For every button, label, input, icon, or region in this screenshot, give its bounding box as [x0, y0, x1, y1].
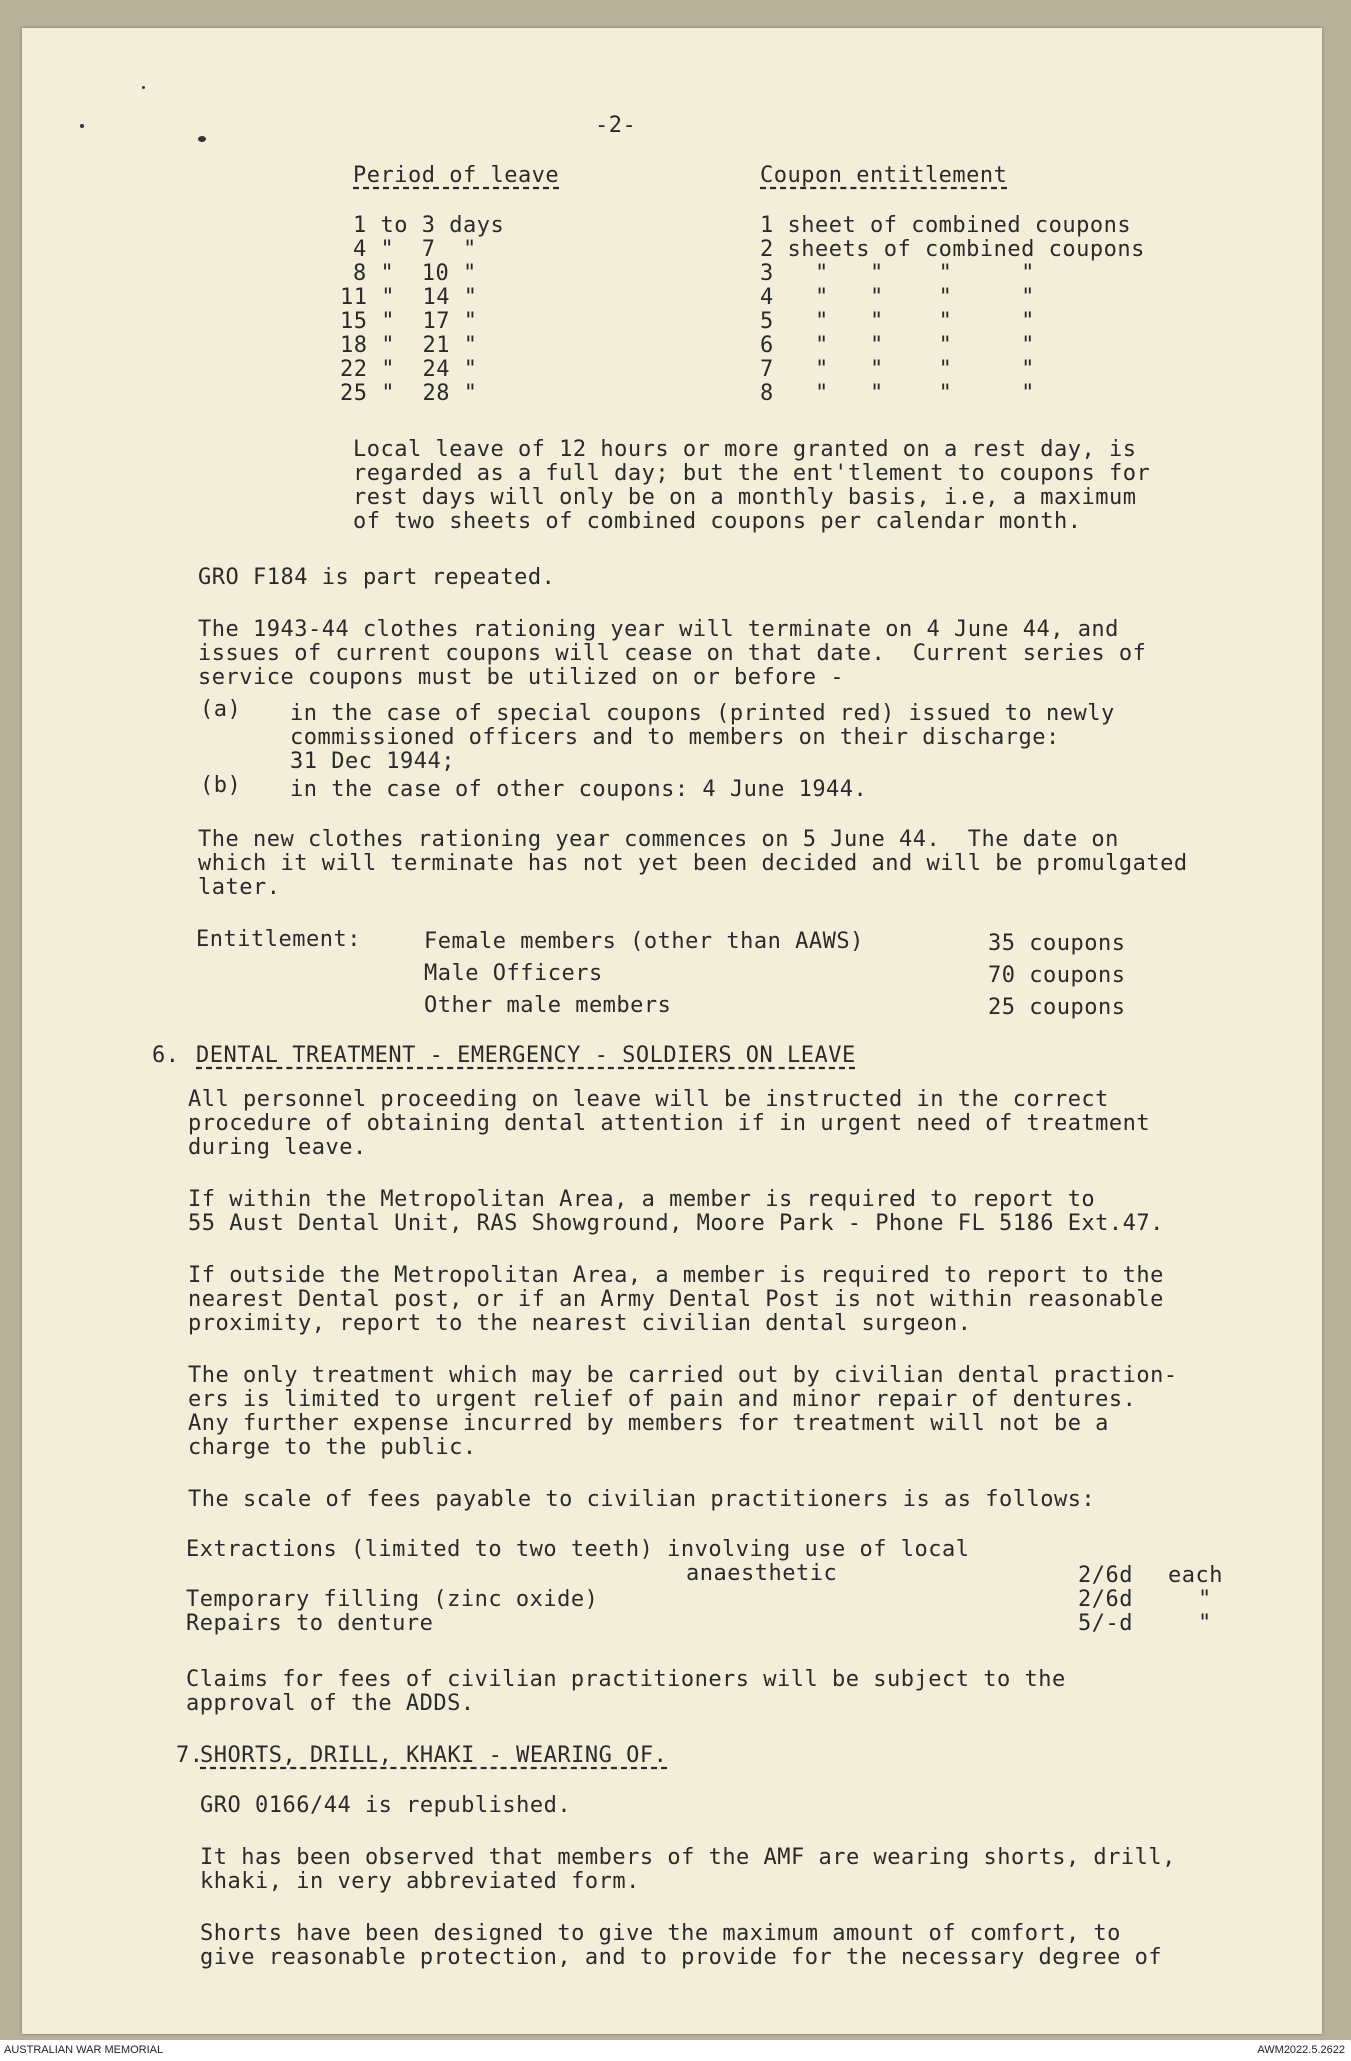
new-year-line: The new clothes rationing year commences on 5 June 44. The date on: [198, 827, 1119, 852]
section-6-para6-line: approval of the ADDS.: [186, 1691, 475, 1716]
coupon-row: 5 " " " ": [760, 309, 1035, 334]
section-6-para4-line: The only treatment which may be carried out by civilian dental praction-: [188, 1363, 1178, 1388]
period-row: 4 " 7 ": [353, 237, 477, 262]
section-7-para3-line: Shorts have been designed to give the maximum amount of comfort, to: [200, 1921, 1121, 1946]
section-6-para1-line: during leave.: [188, 1135, 367, 1160]
entitlement-who: Female members (other than AAWS): [424, 929, 864, 954]
page-number: -2-: [595, 113, 637, 138]
coupon-row: 7 " " " ": [760, 357, 1035, 382]
period-row: 11 " 14 ": [340, 285, 478, 310]
period-row: 22 " 24 ": [340, 357, 478, 382]
entitlement-who: Other male members: [424, 993, 672, 1018]
fee-each: each: [1168, 1563, 1223, 1588]
period-row: 25 " 28 ": [340, 381, 478, 406]
section-6-para3-line: proximity, report to the nearest civilian dental surgeon.: [188, 1311, 972, 1336]
fee-filling: Temporary filling (zinc oxide): [186, 1587, 599, 1612]
rationing-line: service coupons must be utilized on or before -: [198, 665, 845, 690]
period-row: 15 " 17 ": [340, 309, 478, 334]
coupon-row: 3 " " " ": [760, 261, 1035, 286]
ditto-mark: ": [1198, 1611, 1212, 1636]
section-7-para1: GRO 0166/44 is republished.: [200, 1793, 572, 1818]
section-6-para3-line: If outside the Metropolitan Area, a member is required to report to the: [188, 1263, 1164, 1288]
section-6-para4-line: ers is limited to urgent relief of pain and minor repair of dentures.: [188, 1387, 1137, 1412]
paper-speck: [80, 124, 84, 128]
item-b-label: (b): [200, 773, 242, 798]
section-6-para1-line: procedure of obtaining dental attention if in urgent need of treatment: [188, 1111, 1151, 1136]
section-7-number: 7.: [176, 1743, 204, 1768]
local-leave-line: rest days will only be on a monthly basis, i.e, a maximum: [353, 485, 1137, 510]
section-6-para4-line: charge to the public.: [188, 1435, 477, 1460]
period-row: 18 " 21 ": [340, 333, 478, 358]
section-6-para4-line: Any further expense incurred by members for treatment will not be a: [188, 1411, 1109, 1436]
section-6-number: 6.: [152, 1043, 180, 1068]
paper-speck: [198, 136, 206, 142]
local-leave-line: regarded as a full day; but the ent'tlement to coupons for: [353, 461, 1151, 486]
entitlement-label: Entitlement:: [196, 927, 361, 952]
fee-extraction-line1: Extractions (limited to two teeth) involving use of local: [186, 1537, 970, 1562]
period-row: 1 to 3 days: [353, 213, 505, 238]
entitlement-who: Male Officers: [424, 961, 603, 986]
local-leave-line: Local leave of 12 hours or more granted on a rest day, is: [353, 437, 1137, 462]
section-6-para2-line: 55 Aust Dental Unit, RAS Showground, Moore Park - Phone FL 5186 Ext.47.: [188, 1211, 1164, 1236]
rationing-line: The 1943-44 clothes rationing year will terminate on 4 June 44, and: [198, 617, 1119, 642]
section-6-para1-line: All personnel proceeding on leave will be instructed in the correct: [188, 1087, 1109, 1112]
fee-repairs-amount: 5/-d: [1078, 1611, 1133, 1636]
coupon-row: 1 sheet of combined coupons: [760, 213, 1132, 238]
rationing-line: issues of current coupons will cease on that date. Current series of: [198, 641, 1147, 666]
entitlement-amount: 25 coupons: [988, 995, 1126, 1020]
fee-extraction-line2: anaesthetic: [686, 1561, 838, 1586]
section-7-heading: SHORTS, DRILL, KHAKI - WEARING OF.: [200, 1743, 668, 1768]
entitlement-amount: 35 coupons: [988, 931, 1126, 956]
section-7-para3-line: give reasonable protection, and to provide for the necessary degree of: [200, 1945, 1163, 1970]
gro-f184-note: GRO F184 is part repeated.: [198, 565, 556, 590]
new-year-line: which it will terminate has not yet been decided and will be promulgated: [198, 851, 1188, 876]
header-coupon-entitlement: Coupon entitlement: [760, 163, 1008, 188]
header-period-of-leave: Period of leave: [353, 163, 560, 188]
item-a-line: commissioned officers and to members on their discharge:: [290, 725, 1060, 750]
coupon-row: 8 " " " ": [760, 381, 1035, 406]
item-a-line: 31 Dec 1944;: [290, 749, 455, 774]
period-row: 8 " 10 ": [353, 261, 477, 286]
document-page: [22, 28, 1322, 2034]
section-6-para5: The scale of fees payable to civilian practitioners is as follows:: [188, 1487, 1096, 1512]
new-year-line: later.: [198, 875, 281, 900]
section-7-para2-line: khaki, in very abbreviated form.: [200, 1869, 640, 1894]
ditto-mark: ": [1198, 1587, 1212, 1612]
item-b-line: in the case of other coupons: 4 June 1944.: [290, 777, 868, 802]
coupon-row: 4 " " " ": [760, 285, 1035, 310]
archive-footer: [0, 2040, 1351, 2061]
fee-extraction-amount: 2/6d: [1078, 1563, 1133, 1588]
item-a-label: (a): [200, 697, 242, 722]
fee-filling-amount: 2/6d: [1078, 1587, 1133, 1612]
section-6-para2-line: If within the Metropolitan Area, a member is required to report to: [188, 1187, 1096, 1212]
fee-repairs: Repairs to denture: [186, 1611, 434, 1636]
section-6-heading: DENTAL TREATMENT - EMERGENCY - SOLDIERS ON LEAVE: [196, 1043, 856, 1068]
section-7-para2-line: It has been observed that members of the AMF are wearing shorts, drill,: [200, 1845, 1176, 1870]
item-a-line: in the case of special coupons (printed red) issued to newly: [290, 701, 1115, 726]
coupon-row: 6 " " " ": [760, 333, 1035, 358]
entitlement-amount: 70 coupons: [988, 963, 1126, 988]
footer-accession-number: AWM2022.5.2622: [1257, 2044, 1345, 2056]
section-6-para6-line: Claims for fees of civilian practitioners will be subject to the: [186, 1667, 1066, 1692]
local-leave-line: of two sheets of combined coupons per calendar month.: [353, 509, 1082, 534]
footer-institution: AUSTRALIAN WAR MEMORIAL: [4, 2044, 164, 2056]
coupon-row: 2 sheets of combined coupons: [760, 237, 1145, 262]
paper-speck: [142, 86, 145, 89]
section-6-para3-line: nearest Dental post, or if an Army Dental Post is not within reasonable: [188, 1287, 1164, 1312]
